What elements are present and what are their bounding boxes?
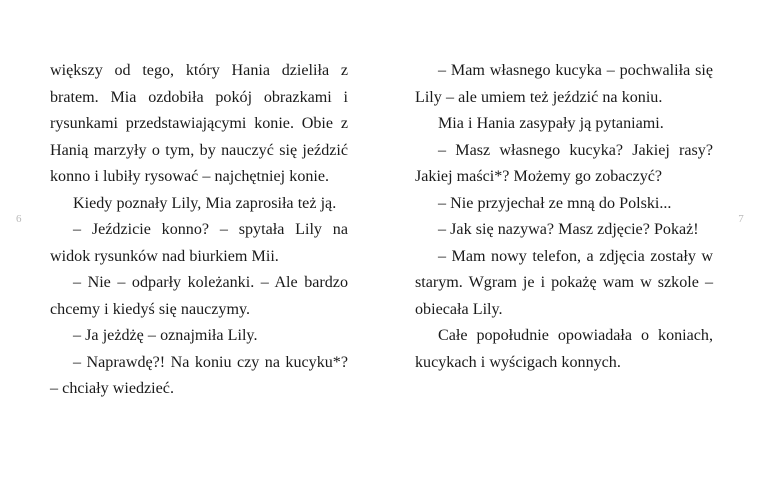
paragraph: – Nie przyjechał ze mną do Polski...: [438, 194, 672, 212]
page-number-right: 7: [738, 213, 744, 225]
paragraph: – Naprawdę?! Na koniu czy na kucyku*? – chciały wiedzieć.: [50, 353, 348, 397]
page-right: [380, 0, 760, 486]
page-number-left: 6: [16, 213, 22, 225]
paragraph: – Jak się nazywa? Masz zdjęcie? Pokaż!: [438, 221, 699, 238]
page-right-text-block: [415, 58, 713, 410]
paragraph: – Ja jeżdżę – oznajmiła Lily.: [73, 327, 258, 344]
paragraph: Całe popołudnie opowiadała o koniach, kucykach i wyścigach konnych.: [415, 327, 713, 371]
paragraph: Mia i Hania zasypały ją pytaniami.: [438, 115, 664, 132]
paragraph: Kiedy poznały Lily, Mia zaprosiła też ją.: [73, 194, 337, 212]
paragraph: – Mam własnego kucyka – pochwaliła się Lily – ale umiem też jeździć na koniu.: [415, 62, 713, 106]
paragraph: większy od tego, który Hania dzieliła z bratem. Mia ozdobiła pokój obrazkami i rysunkami przedstawiającymi konie. Obie z Hanią marzyły o tym, by nauczyć się jeździć konno i lubiły rysować – najchętniej konie.: [50, 62, 348, 185]
page-left-text-block: [50, 58, 348, 410]
paragraph: – Nie – odparły koleżanki. – Ale bardzo chcemy i kiedyś się nauczymy.: [50, 274, 348, 318]
paragraph: – Masz własnego kucyka? Jakiej rasy? Jakiej maści*? Możemy go zobaczyć?: [415, 141, 713, 185]
paragraph: – Mam nowy telefon, a zdjęcia zostały w starym. Wgram je i pokażę wam w szkole – obiecała Lily.: [415, 247, 713, 318]
paragraph: – Jeździcie konno? – spytała Lily na widok rysunków nad biurkiem Mii.: [50, 221, 348, 265]
